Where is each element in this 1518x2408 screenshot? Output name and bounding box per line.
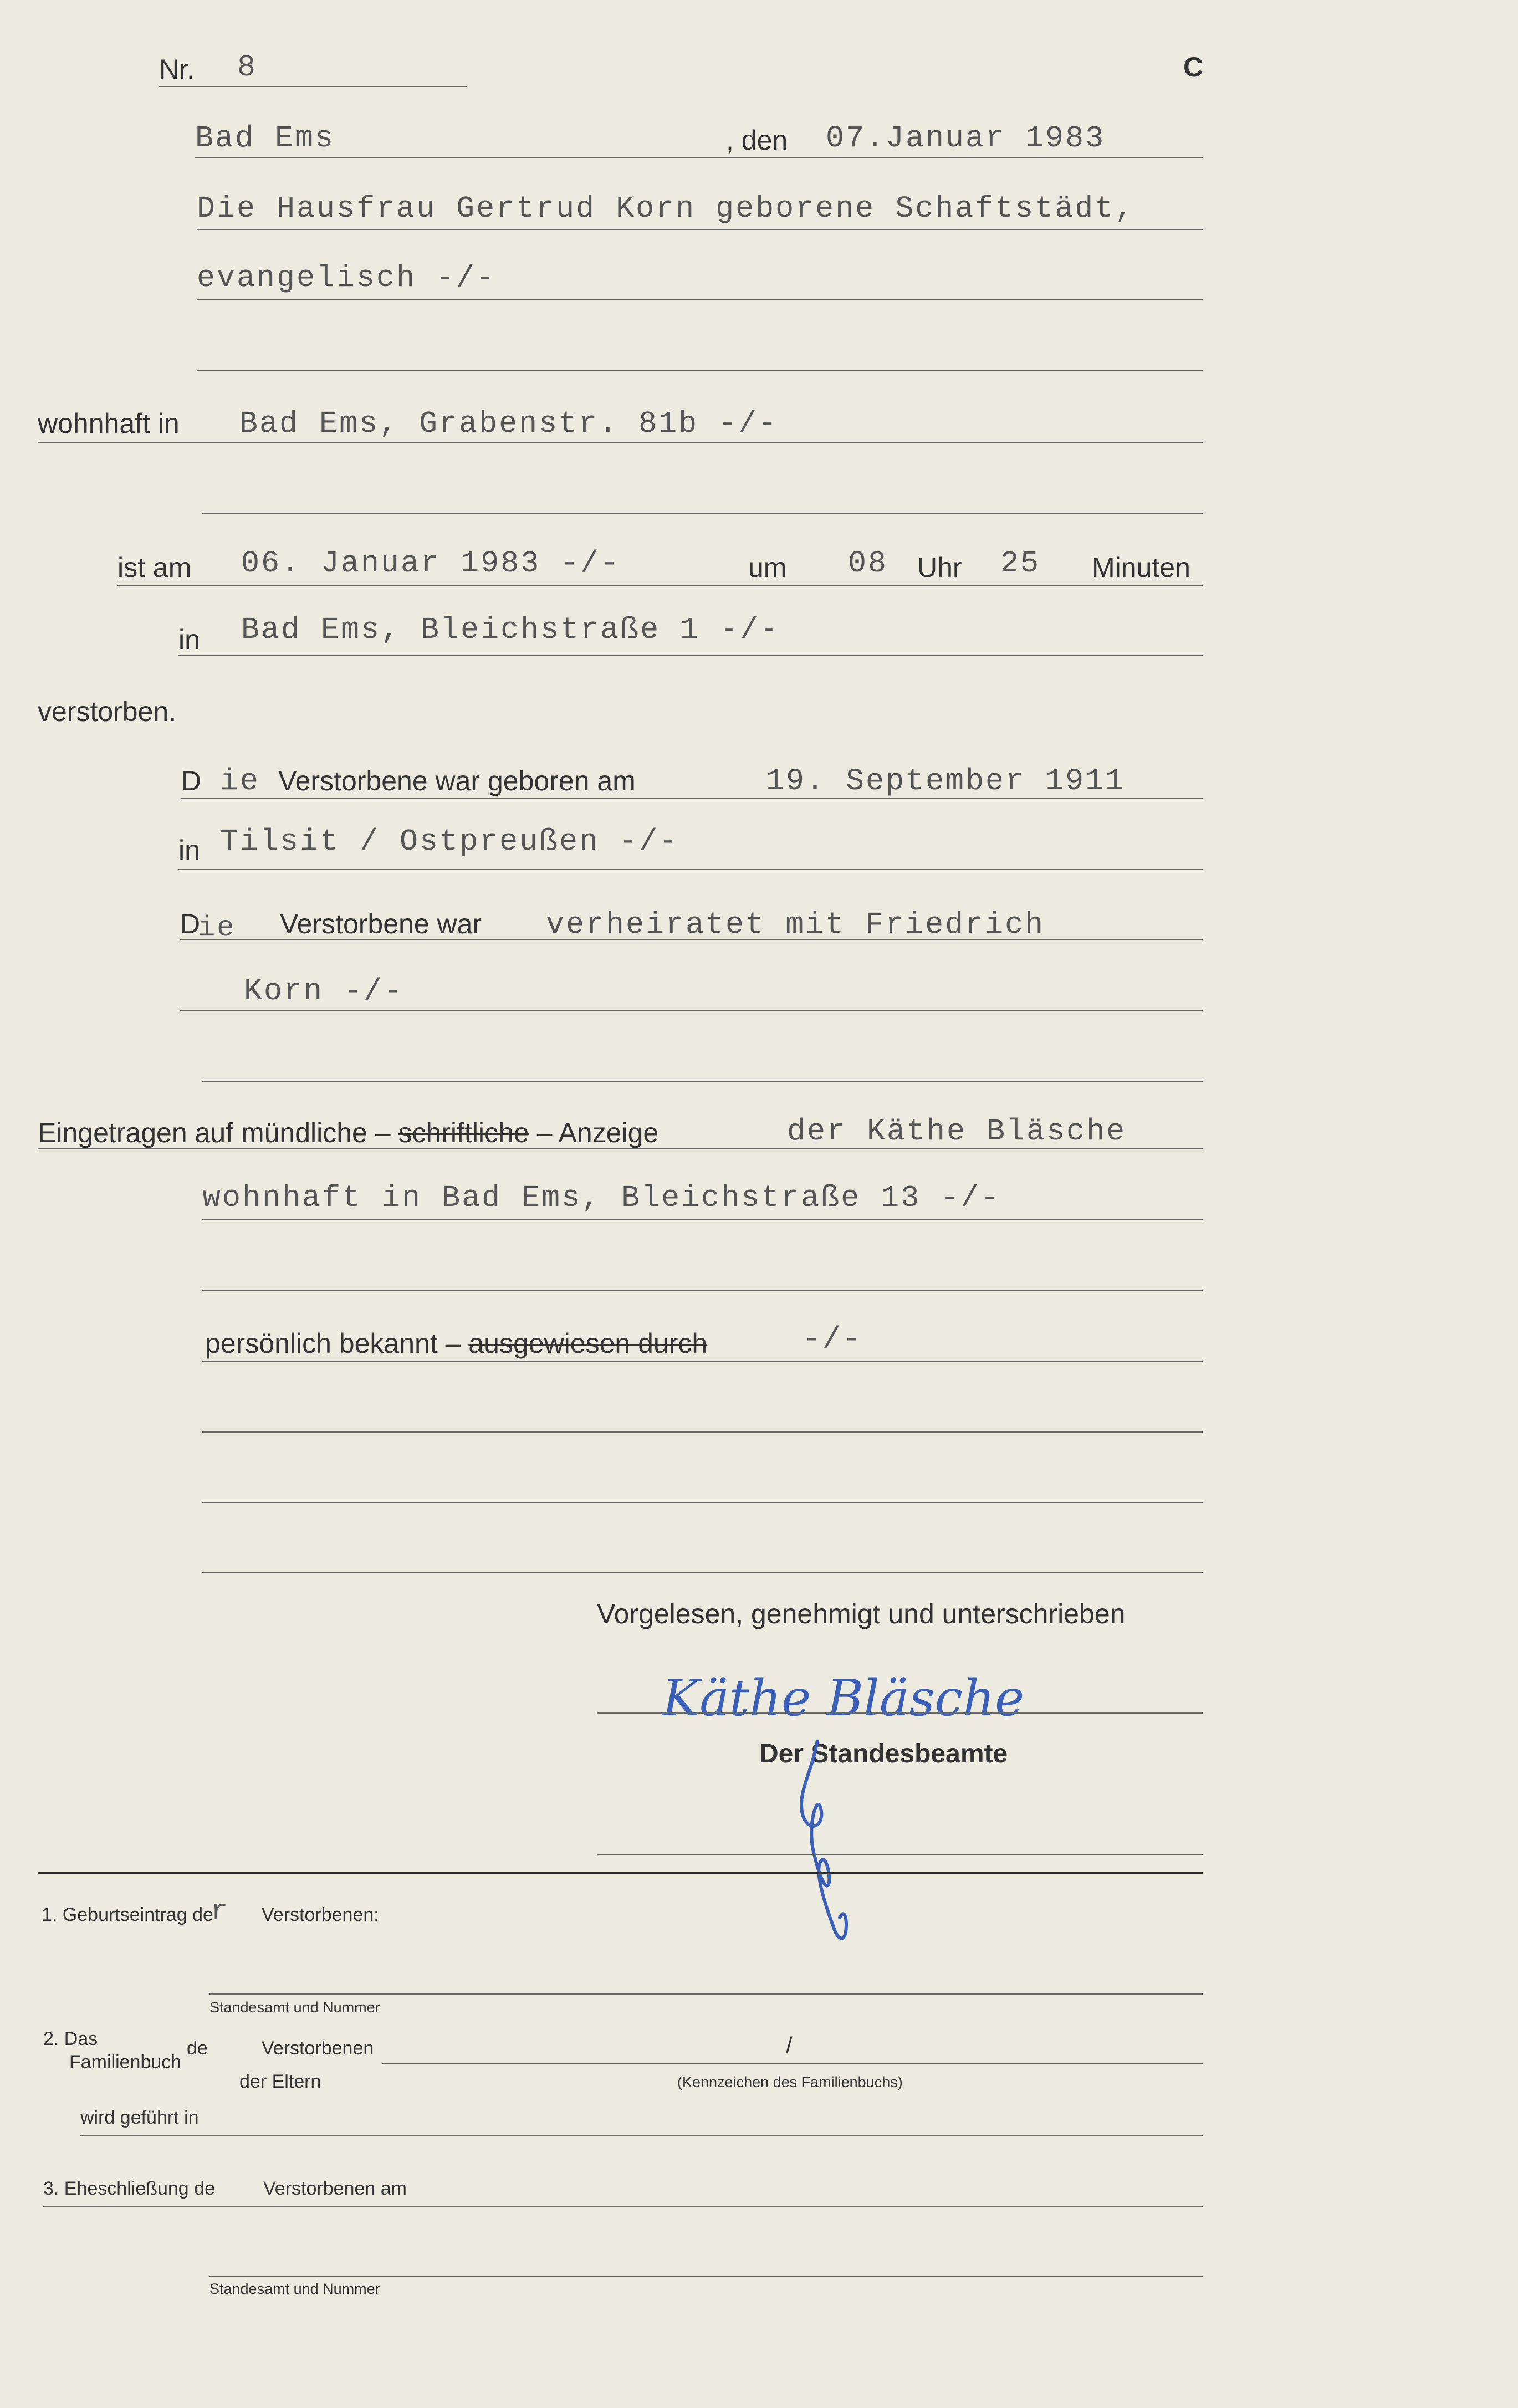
f2-eltern: der Eltern xyxy=(239,2071,321,2092)
marital-rule-1 xyxy=(180,939,1203,940)
f3-label: 3. Eheschließung de xyxy=(43,2178,215,2199)
official-signature xyxy=(773,1740,884,1948)
registration-label-suffix: – Anzeige xyxy=(536,1117,659,1148)
nr-rule xyxy=(159,86,467,87)
signature-text: Käthe Bläsche xyxy=(662,1669,1025,1727)
death-place-rule xyxy=(178,655,1203,656)
footer-separator xyxy=(38,1872,1203,1874)
official-rule xyxy=(597,1854,1203,1855)
f3-rule-2 xyxy=(209,2276,1203,2277)
marital-label: Verstorbene war xyxy=(280,908,482,939)
birth-label: Verstorbene war geboren am xyxy=(278,765,636,796)
official-signature-stroke xyxy=(801,1740,846,1938)
informant-signature xyxy=(660,1665,1114,1735)
blank-rule-4 xyxy=(202,1572,1203,1573)
death-in-label: in xyxy=(178,624,200,655)
address-rule xyxy=(202,1219,1203,1220)
official-signature-svg xyxy=(773,1740,884,1945)
den-label: , den xyxy=(726,125,788,156)
marital-value-1: verheiratet mit Friedrich xyxy=(546,907,1045,942)
birth-place: Tilsit / Ostpreußen -/- xyxy=(220,824,679,859)
f2-rule xyxy=(382,2063,1203,2064)
death-hour: 08 xyxy=(848,546,888,581)
f1-sub: Standesamt und Nummer xyxy=(209,1999,380,2016)
registration-label xyxy=(38,1117,658,1149)
f2-familienbuch: Familienbuch xyxy=(69,2052,182,2073)
f3-sub: Standesamt und Nummer xyxy=(209,2281,380,2297)
blank-rule-1 xyxy=(202,1290,1203,1291)
death-place: Bad Ems, Bleichstraße 1 -/- xyxy=(241,612,780,647)
f2-num: 2. Das xyxy=(43,2028,98,2049)
f2-gefuehrt: wird geführt in xyxy=(80,2107,199,2128)
f1-r: r xyxy=(211,1895,230,1928)
informant-name: der Käthe Bläsche xyxy=(787,1114,1127,1149)
nr-label: Nr. xyxy=(159,54,195,85)
residence-rule-2 xyxy=(202,513,1203,514)
birth-date-rule xyxy=(181,798,1203,799)
verstorben-label: verstorben. xyxy=(38,696,177,727)
corner-letter: C xyxy=(1183,52,1204,83)
minuten-label: Minuten xyxy=(1092,552,1190,583)
f3-suffix: Verstorbenen am xyxy=(263,2178,407,2199)
marital-rule-3 xyxy=(202,1081,1203,1082)
um-label: um xyxy=(748,552,787,583)
record-date: 07.Januar 1983 xyxy=(826,121,1106,156)
known-rule xyxy=(202,1361,1203,1362)
uhr-label: Uhr xyxy=(917,552,962,583)
marital-d-prefix: D xyxy=(180,908,201,939)
registration-rule xyxy=(38,1148,1203,1149)
f1-label: 1. Geburtseintrag de xyxy=(42,1904,213,1925)
f2-slash: / xyxy=(786,2032,793,2058)
ist-am-label: ist am xyxy=(117,552,192,583)
registration-label-prefix: Eingetragen auf mündliche – xyxy=(38,1117,391,1148)
registration-label-struck: schriftliche xyxy=(398,1117,529,1148)
blank-rule-2 xyxy=(202,1431,1203,1433)
birth-ie-typed: ie xyxy=(220,764,260,799)
birth-in-label: in xyxy=(178,835,200,866)
residence-value: Bad Ems, Grabenstr. 81b -/- xyxy=(239,406,779,441)
death-date: 06. Januar 1983 -/- xyxy=(241,546,621,581)
birth-d-prefix: D xyxy=(181,765,202,796)
residence-label: wohnhaft in xyxy=(38,408,180,439)
person-rule-1 xyxy=(197,229,1203,230)
f2-gefuehrt-rule xyxy=(80,2135,1203,2136)
known-line xyxy=(205,1327,707,1359)
known-struck: ausgewiesen durch xyxy=(468,1328,708,1359)
marital-rule-2 xyxy=(180,1010,1203,1011)
nr-value: 8 xyxy=(237,50,258,85)
marital-ie-typed: ie xyxy=(198,912,236,944)
marital-value-2: Korn -/- xyxy=(244,974,404,1009)
read-approved-label: Vorgelesen, genehmigt und unterschrieben xyxy=(597,1598,1126,1629)
person-line-2: evangelisch -/- xyxy=(197,260,497,295)
f1-suffix: Verstorbenen: xyxy=(262,1904,379,1925)
known-label: persönlich bekannt – xyxy=(205,1328,461,1359)
f2-verstorbenen: Verstorbenen xyxy=(262,2038,374,2059)
death-time-rule xyxy=(117,585,1203,586)
place: Bad Ems xyxy=(195,121,335,156)
f2-kennzeichen: (Kennzeichen des Familienbuchs) xyxy=(677,2074,903,2090)
death-minute: 25 xyxy=(1000,546,1041,581)
signature-rule xyxy=(597,1712,1203,1714)
informant-address: wohnhaft in Bad Ems, Bleichstraße 13 -/- xyxy=(202,1180,1001,1215)
official-label: Der Standesbeamte xyxy=(759,1739,1008,1768)
birth-place-rule xyxy=(178,869,1203,870)
f2-de: de xyxy=(187,2038,208,2059)
person-rule-3 xyxy=(197,370,1203,371)
f3-rule xyxy=(43,2206,1203,2207)
residence-rule xyxy=(38,442,1203,443)
f1-rule xyxy=(209,1993,1203,1995)
place-date-rule xyxy=(195,157,1203,158)
birth-date: 19. September 1911 xyxy=(766,764,1126,799)
blank-rule-3 xyxy=(202,1502,1203,1503)
known-value: -/- xyxy=(803,1322,863,1357)
person-line-1: Die Hausfrau Gertrud Korn geborene Schaftstädt, xyxy=(197,191,1135,226)
signature-svg xyxy=(660,1665,1114,1732)
person-rule-2 xyxy=(197,299,1203,300)
